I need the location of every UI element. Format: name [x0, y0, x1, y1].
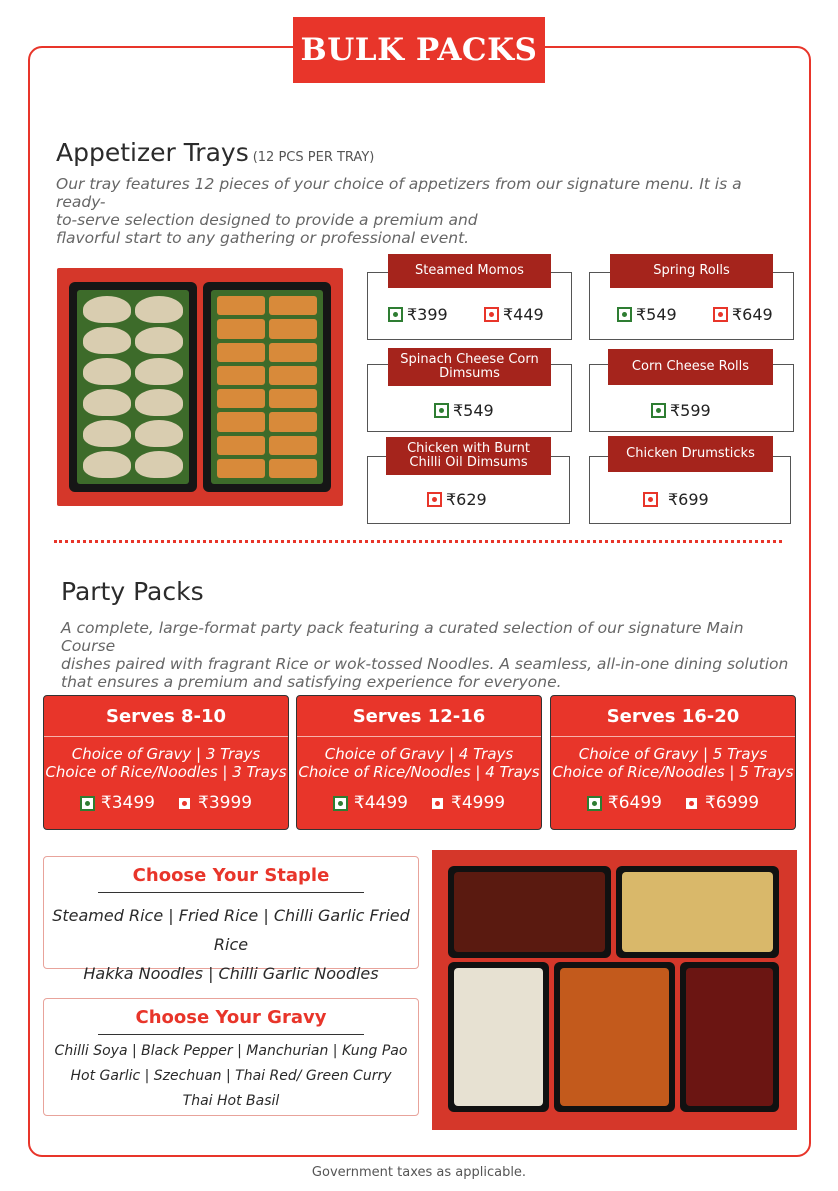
- gravy-title: Choose Your Gravy: [135, 1007, 327, 1028]
- non-veg-price: ₹649: [732, 305, 773, 324]
- veg-price: ₹6499: [607, 793, 662, 813]
- gravy-tray-image: [454, 872, 605, 952]
- staple-options-box: [43, 856, 419, 983]
- party-section-title: Party Packs: [61, 577, 204, 606]
- party-pack-serves-12-16: [296, 695, 542, 830]
- non-veg-indicator-icon: [427, 492, 442, 507]
- non-veg-price: ₹6999: [705, 793, 760, 813]
- party-desc-line: that ensures a premium and satisfying experience for everyone.: [61, 673, 562, 691]
- appetizer-name-line: Dimsums: [439, 366, 500, 381]
- staple-line: Hakka Noodles | Chilli Garlic Noodles: [83, 964, 379, 983]
- party-pack-serves-16-20: [550, 695, 796, 830]
- appetizer-name-label: [386, 437, 551, 475]
- party-pack-serves-8-10: [43, 695, 289, 830]
- price-row: [617, 305, 677, 324]
- pack-gravy-line: Choice of Gravy | 3 Trays: [71, 745, 261, 763]
- pack-title: Serves 16-20: [551, 696, 795, 737]
- appetizer-subtitle: (12 PCS PER TRAY): [252, 150, 375, 165]
- appetizer-name-label: Spring Rolls: [610, 254, 773, 288]
- non-veg-indicator-icon: [713, 307, 728, 322]
- party-pack-photo: [432, 850, 797, 1130]
- price-row: [651, 401, 711, 420]
- non-veg-indicator-icon: [177, 796, 192, 811]
- page-title: BULK PACKS: [293, 17, 545, 83]
- gravy-options-box: [43, 998, 419, 1116]
- non-veg-price: ₹629: [446, 490, 487, 509]
- veg-price: ₹3499: [100, 793, 155, 813]
- staple-line: Steamed Rice | Fried Rice | Chilli Garlic Fried Rice: [52, 906, 410, 954]
- pack-prices: [297, 793, 541, 813]
- non-veg-indicator-icon: [684, 796, 699, 811]
- appetizer-name-line: Spinach Cheese Corn: [400, 352, 539, 367]
- veg-indicator-icon: [617, 307, 632, 322]
- appetizer-name-label: Steamed Momos: [388, 254, 551, 288]
- non-veg-price: ₹449: [503, 305, 544, 324]
- manchurian-tray-image: [686, 968, 773, 1106]
- veg-indicator-icon: [434, 403, 449, 418]
- pack-rice-line: Choice of Rice/Noodles | 5 Trays: [552, 763, 794, 781]
- party-desc-line: A complete, large-format party pack featuring a curated selection of our signature Main Course: [61, 619, 744, 655]
- veg-indicator-icon: [80, 796, 95, 811]
- veg-indicator-icon: [388, 307, 403, 322]
- party-description: [61, 619, 791, 691]
- section-divider: [54, 540, 782, 543]
- momos-tray-image: [77, 290, 189, 484]
- appetizer-name-line: Chilli Oil Dimsums: [409, 455, 528, 470]
- spring-rolls-tray-image: [211, 290, 323, 484]
- price-row: [643, 490, 709, 509]
- non-veg-price: ₹699: [668, 490, 709, 509]
- price-row: [388, 305, 448, 324]
- appetizer-title-text: Appetizer Trays: [56, 138, 249, 167]
- appetizer-name-label: Corn Cheese Rolls: [608, 349, 773, 385]
- non-veg-indicator-icon: [484, 307, 499, 322]
- appetizer-name-line: Chicken with Burnt: [407, 441, 530, 456]
- staple-underline: [98, 892, 364, 893]
- pack-prices: [44, 793, 288, 813]
- staple-title: Choose Your Staple: [132, 865, 330, 886]
- appetizer-desc-line: to-serve selection designed to provide a premium and: [56, 211, 478, 229]
- price-row: [434, 401, 494, 420]
- gravy-line: Hot Garlic | Szechuan | Thai Red/ Green Curry: [70, 1068, 392, 1084]
- pack-gravy-line: Choice of Gravy | 5 Trays: [578, 745, 768, 763]
- non-veg-indicator-icon: [430, 796, 445, 811]
- appetizer-name-label: [388, 348, 551, 386]
- veg-price: ₹599: [670, 401, 711, 420]
- veg-price: ₹4499: [353, 793, 408, 813]
- party-desc-line: dishes paired with fragrant Rice or wok-tossed Noodles. A seamless, all-in-one dining solution: [61, 655, 789, 673]
- non-veg-indicator-icon: [643, 492, 658, 507]
- non-veg-price: ₹4999: [451, 793, 506, 813]
- appetizer-tray-photo: [57, 268, 343, 506]
- gravy-line: Chilli Soya | Black Pepper | Manchurian | Kung Pao: [54, 1043, 408, 1059]
- pack-rice-line: Choice of Rice/Noodles | 4 Trays: [298, 763, 540, 781]
- gravy-underline: [98, 1034, 364, 1035]
- appetizer-desc-line: Our tray features 12 pieces of your choice of appetizers from our signature menu. It is a ready-: [56, 175, 742, 211]
- veg-indicator-icon: [333, 796, 348, 811]
- noodles-tray-image: [622, 872, 773, 952]
- pack-title: Serves 12-16: [297, 696, 541, 737]
- veg-price: ₹549: [453, 401, 494, 420]
- pack-prices: [551, 793, 795, 813]
- fried-rice-tray-image: [454, 968, 543, 1106]
- non-veg-price: ₹3999: [198, 793, 253, 813]
- pack-gravy-line: Choice of Gravy | 4 Trays: [324, 745, 514, 763]
- appetizer-description: [56, 175, 776, 247]
- price-row: [713, 305, 773, 324]
- pack-rice-line: Choice of Rice/Noodles | 3 Trays: [45, 763, 287, 781]
- price-row: [427, 490, 487, 509]
- veg-price: ₹399: [407, 305, 448, 324]
- gravy-line: Thai Hot Basil: [182, 1093, 280, 1109]
- pack-title: Serves 8-10: [44, 696, 288, 737]
- veg-indicator-icon: [587, 796, 602, 811]
- appetizer-desc-line: flavorful start to any gathering or professional event.: [56, 229, 470, 247]
- appetizer-section-title: [56, 138, 374, 167]
- price-row: [484, 305, 544, 324]
- chilli-noodles-tray-image: [560, 968, 669, 1106]
- tax-note: Government taxes as applicable.: [311, 1165, 527, 1180]
- veg-price: ₹549: [636, 305, 677, 324]
- veg-indicator-icon: [651, 403, 666, 418]
- appetizer-name-label: Chicken Drumsticks: [608, 436, 773, 472]
